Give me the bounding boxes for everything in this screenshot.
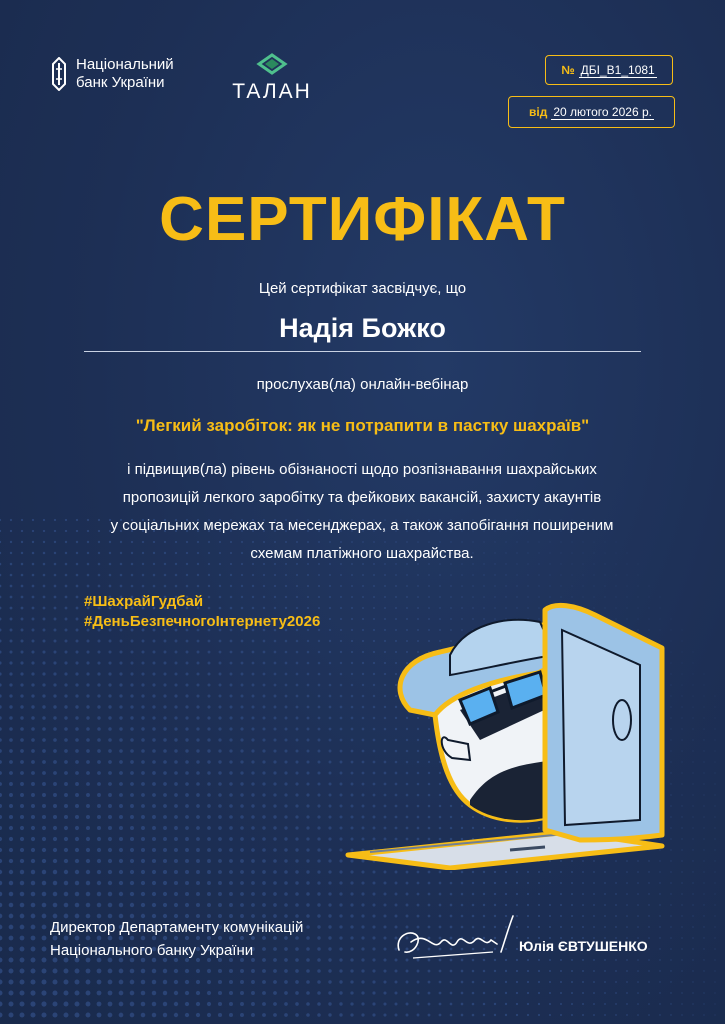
nbu-name: [76, 56, 174, 92]
intro-text: Цей сертифікат засвідчує, що: [258, 280, 467, 297]
hashtag: #ШахрайГудбай: [84, 593, 204, 610]
certificate-number-box: [545, 55, 673, 85]
description-line: і підвищив(ла) рівень обізнаності щодо розпізнавання шахрайських: [127, 461, 597, 478]
nbu-line-1: Національний: [76, 56, 174, 73]
description: [62, 456, 662, 568]
signer-position: [50, 916, 303, 962]
description-line: пропозицій легкого заробітку та фейкових вакансій, захисту акаунтів: [122, 489, 602, 506]
certificate-date: 20 лютого 2026 р.: [553, 104, 652, 119]
description-line: у соціальних мережах та месенджерах, а також запобігання поширеним: [110, 517, 614, 534]
talan-name: ТАЛАН: [232, 80, 312, 103]
webinar-title: "Легкий заробіток: як не потрапити в пастку шахраїв": [135, 416, 590, 435]
position-line-1: Директор Департаменту комунікацій: [50, 919, 304, 936]
nbu-emblem-icon: [50, 57, 68, 91]
hashtags: [84, 592, 320, 632]
certificate-number: ДБІ_В1_1081: [580, 62, 655, 77]
name-underline: [84, 351, 641, 352]
talan-logo-block: [232, 52, 312, 104]
nbu-logo-block: [50, 56, 174, 92]
signer-name: Юлія ЄВТУШЕНКО: [519, 938, 648, 954]
listened-text: прослухав(ла) онлайн-вебінар: [256, 376, 469, 393]
description-line: схемам платіжного шахрайства.: [250, 545, 474, 562]
position-line-2: Національного банку України: [50, 942, 254, 959]
hacker-laptop-illustration: [340, 600, 670, 870]
number-prefix: №: [561, 63, 575, 77]
recipient-name: Надія Божко: [279, 313, 446, 343]
hashtag: #ДеньБезпечногоІнтернету2026: [84, 613, 321, 630]
certificate-title: СЕРТИФІКАТ: [159, 185, 566, 254]
talan-emblem-icon: [255, 52, 289, 78]
nbu-line-2: банк України: [76, 74, 165, 91]
certificate-date-box: [508, 96, 675, 128]
date-prefix: від: [529, 105, 548, 119]
handwritten-signature: [393, 912, 518, 964]
